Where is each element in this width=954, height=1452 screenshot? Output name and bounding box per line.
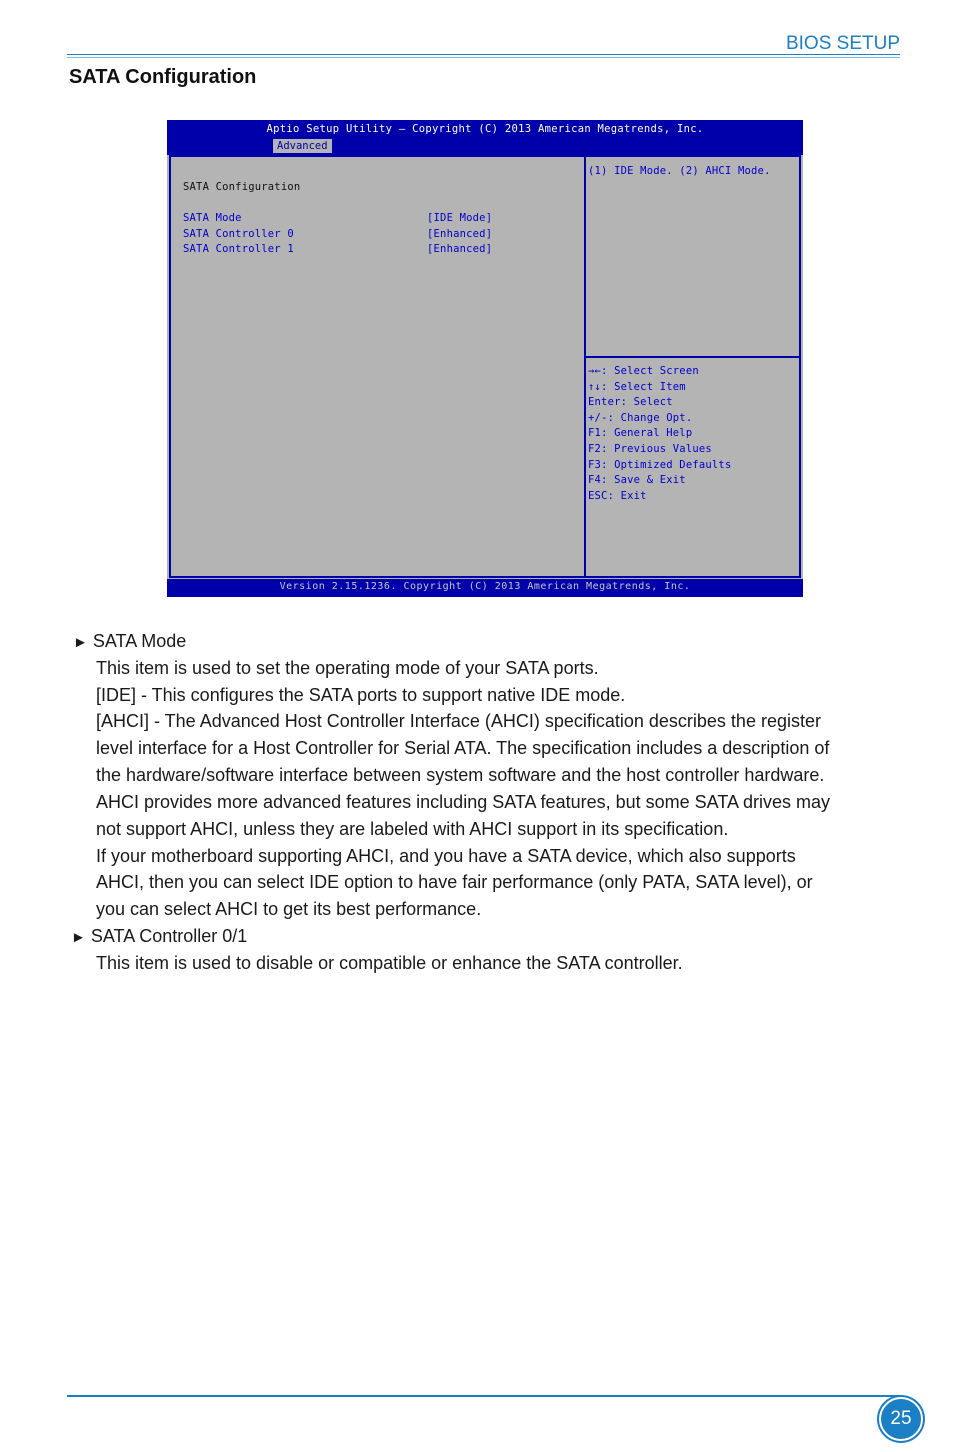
bios-item-sata-controller-0-label[interactable]: SATA Controller 0 <box>183 228 294 240</box>
bios-footer-bar <box>167 579 803 597</box>
bios-screenshot <box>167 120 803 597</box>
bios-key-hint: F2: Previous Values <box>588 443 712 455</box>
arrow-bullet-icon: ► <box>71 929 86 946</box>
section-label: BIOS SETUP <box>785 33 900 54</box>
header-rule <box>67 54 900 55</box>
body-line: you can select AHCI to get its best performance. <box>96 899 482 919</box>
bios-title: Aptio Setup Utility – Copyright (C) 2013 American Megatrends, Inc. <box>266 123 704 135</box>
body-line: level interface for a Host Controller for Serial ATA. The specification includes a description of <box>96 738 830 758</box>
bios-item-sata-controller-1-value[interactable]: [Enhanced] <box>427 243 493 255</box>
arrow-bullet-icon: ► <box>73 634 88 651</box>
bios-key-hint: ↑↓: Select Item <box>588 381 686 393</box>
bios-item-sata-mode-label[interactable]: SATA Mode <box>183 212 242 224</box>
bios-key-hint: Enter: Select <box>588 396 673 408</box>
sata-controller-title: SATA Controller 0/1 <box>90 926 248 946</box>
bios-screen-heading: SATA Configuration <box>183 181 301 193</box>
body-line: the hardware/software interface between system software and the host controller hardware. <box>96 765 825 785</box>
bios-key-hint: ESC: Exit <box>588 490 647 502</box>
bios-footer-text: Version 2.15.1236. Copyright (C) 2013 American Megatrends, Inc. <box>279 581 691 592</box>
bios-item-sata-controller-0-value[interactable]: [Enhanced] <box>427 228 493 240</box>
page-title: SATA Configuration <box>69 66 257 88</box>
body-line: AHCI provides more advanced features including SATA features, but some SATA drives may <box>96 792 831 812</box>
footer-rule <box>67 1395 900 1397</box>
bios-help-divider <box>584 356 801 358</box>
bios-key-hint: F3: Optimized Defaults <box>588 459 732 471</box>
page-number: 25 <box>879 1397 923 1441</box>
bios-help-text: (1) IDE Mode. (2) AHCI Mode. <box>588 165 771 177</box>
bios-header-bar <box>167 120 803 155</box>
bios-key-hint: F1: General Help <box>588 427 693 439</box>
body-line: If your motherboard supporting AHCI, and you have a SATA device, which also supports <box>96 846 796 866</box>
sata-controller-heading <box>71 926 247 947</box>
tab-advanced[interactable]: Advanced <box>273 139 332 153</box>
body-line: [AHCI] - The Advanced Host Controller Interface (AHCI) specification describes the register <box>96 711 821 731</box>
bios-panel-divider <box>584 155 586 578</box>
bios-item-sata-controller-1-label[interactable]: SATA Controller 1 <box>183 243 294 255</box>
body-line: This item is used to disable or compatible or enhance the SATA controller. <box>96 953 683 973</box>
sata-mode-heading <box>73 631 186 652</box>
body-line: This item is used to set the operating mode of your SATA ports. <box>96 658 599 678</box>
bios-key-hint: +/-: Change Opt. <box>588 412 693 424</box>
bios-key-hint: →←: Select Screen <box>588 365 699 377</box>
body-line: AHCI, then you can select IDE option to have fair performance (only PATA, SATA level), or <box>96 872 813 892</box>
bios-item-sata-mode-value[interactable]: [IDE Mode] <box>427 212 493 224</box>
sata-mode-title: SATA Mode <box>92 631 187 651</box>
bios-key-hint: F4: Save & Exit <box>588 474 686 486</box>
header-rule-thin <box>67 57 900 58</box>
body-line: not support AHCI, unless they are labeled with AHCI support in its specification. <box>96 819 729 839</box>
body-line: [IDE] - This configures the SATA ports to support native IDE mode. <box>96 685 626 705</box>
